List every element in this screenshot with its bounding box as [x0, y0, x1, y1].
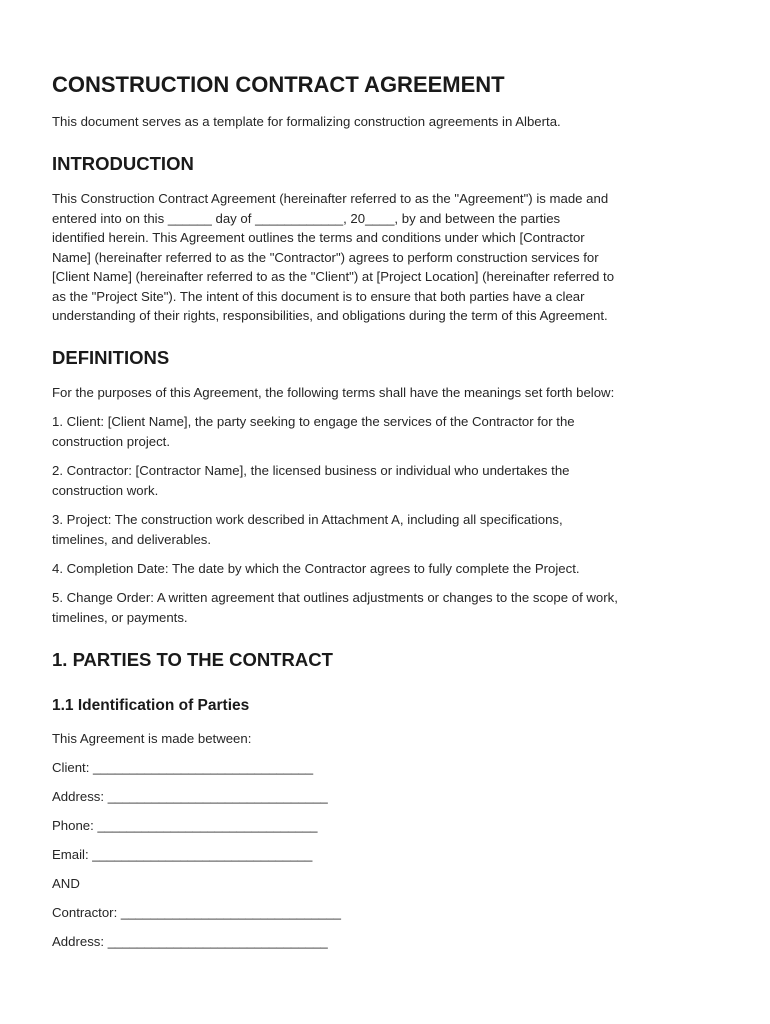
- introduction-line: as the "Project Site"). The intent of this document is to ensure that both parties have a clear: [52, 288, 585, 304]
- section-1-heading: 1. PARTIES TO THE CONTRACT: [52, 649, 333, 670]
- definition-line: 3. Project: The construction work described in Attachment A, including all specifications,: [52, 512, 563, 527]
- and-label: AND: [52, 876, 80, 891]
- definition-item-completion-date: [52, 559, 724, 579]
- contractor-address-field: Address: ______________________________: [52, 934, 328, 949]
- definitions-heading: DEFINITIONS: [52, 347, 170, 368]
- definitions-intro: For the purposes of this Agreement, the following terms shall have the meanings set forth below:: [52, 385, 615, 400]
- definition-line: 5. Change Order: A written agreement that outlines adjustments or changes to the scope of work,: [52, 590, 618, 605]
- client-address-field: Address: ______________________________: [52, 789, 328, 804]
- introduction-paragraph: [52, 189, 724, 326]
- introduction-heading: INTRODUCTION: [52, 153, 194, 174]
- definition-line: 4. Completion Date: The date by which the Contractor agrees to fully complete the Project.: [52, 561, 580, 576]
- introduction-line: [Client Name] (hereinafter referred to as the "Client") at [Project Location] (hereinafter referred to: [52, 269, 615, 284]
- section-1-1-subheading: 1.1 Identification of Parties: [52, 697, 250, 714]
- definition-line: 1. Client: [Client Name], the party seeking to engage the services of the Contractor for the: [52, 414, 575, 429]
- definition-line: construction work.: [52, 482, 159, 498]
- definition-item-change-order: [52, 588, 724, 627]
- definition-item-client: [52, 412, 724, 451]
- definition-item-project: [52, 510, 724, 549]
- introduction-line: entered into on this ______ day of ____________, 20____, by and between the parties: [52, 210, 561, 226]
- introduction-line: understanding of their rights, responsibilities, and obligations during the term of this Agreement.: [52, 308, 608, 323]
- introduction-line: Name] (hereinafter referred to as the "Contractor") agrees to perform construction services for: [52, 249, 599, 265]
- parties-intro: This Agreement is made between:: [52, 731, 252, 746]
- document-subtitle: This document serves as a template for formalizing construction agreements in Alberta.: [52, 114, 561, 129]
- client-email-field: Email: ______________________________: [52, 847, 313, 862]
- document-title: CONSTRUCTION CONTRACT AGREEMENT: [52, 72, 505, 97]
- definition-line: 2. Contractor: [Contractor Name], the licensed business or individual who undertakes the: [52, 463, 570, 478]
- introduction-line: This Construction Contract Agreement (hereinafter referred to as the "Agreement") is made and: [52, 191, 609, 206]
- contractor-name-field: Contractor: ______________________________: [52, 905, 341, 920]
- definition-line: timelines, and deliverables.: [52, 531, 212, 547]
- client-name-field: Client: ______________________________: [52, 760, 314, 775]
- definition-item-contractor: [52, 461, 724, 500]
- definition-line: timelines, or payments.: [52, 609, 188, 625]
- introduction-line: identified herein. This Agreement outlines the terms and conditions under which [Contractor: [52, 230, 585, 245]
- definition-line: construction project.: [52, 433, 171, 449]
- client-phone-field: Phone: ______________________________: [52, 818, 318, 833]
